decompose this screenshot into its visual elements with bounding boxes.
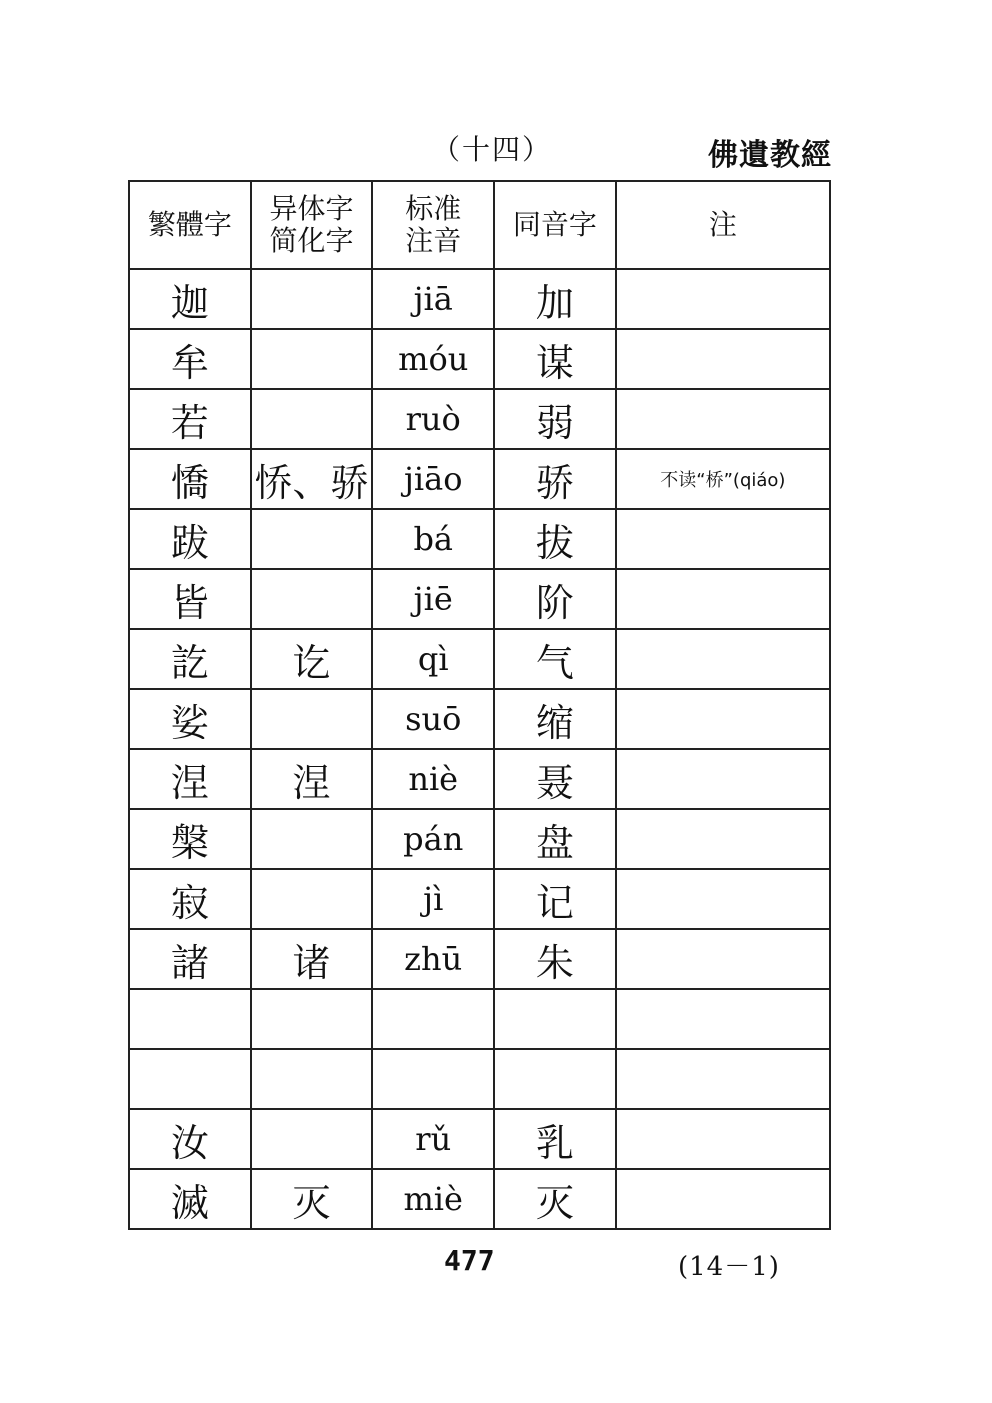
table-row [129, 809, 830, 869]
pinyin-cell: jiē [372, 569, 494, 629]
homophone-cell: 记 [494, 869, 616, 929]
header-homophone: 同音字 [494, 181, 616, 269]
variant-cell [251, 869, 373, 929]
table-row [129, 389, 830, 449]
traditional-cell: 寂 [129, 869, 251, 929]
table-row [129, 989, 830, 1049]
note-cell [616, 809, 830, 869]
variant-cell [251, 1049, 373, 1109]
note-cell [616, 1169, 830, 1229]
pinyin-cell: ruò [372, 389, 494, 449]
table-row [129, 569, 830, 629]
pinyin-cell: jì [372, 869, 494, 929]
homophone-cell: 缩 [494, 689, 616, 749]
pinyin-cell: niè [372, 749, 494, 809]
variant-cell: 诸 [251, 929, 373, 989]
note-cell [616, 329, 830, 389]
note-cell [616, 1109, 830, 1169]
homophone-cell: 拔 [494, 509, 616, 569]
traditional-cell: 牟 [129, 329, 251, 389]
homophone-cell: 气 [494, 629, 616, 689]
homophone-cell [494, 1049, 616, 1109]
header-note: 注 [616, 181, 830, 269]
pinyin-cell: qì [372, 629, 494, 689]
table-row [129, 689, 830, 749]
glossary-table [128, 180, 831, 1230]
header-variant-line2: 简化字 [269, 224, 354, 257]
table-body [129, 269, 830, 1229]
traditional-cell: 槃 [129, 809, 251, 869]
homophone-cell: 弱 [494, 389, 616, 449]
homophone-cell: 灭 [494, 1169, 616, 1229]
note-cell: 不读“桥”(qiáo) [616, 449, 830, 509]
note-cell [616, 689, 830, 749]
page-ref: (14－1) [678, 1252, 780, 1282]
traditional-cell: 跋 [129, 509, 251, 569]
variant-cell [251, 389, 373, 449]
table-row [129, 269, 830, 329]
traditional-cell [129, 989, 251, 1049]
traditional-cell: 滅 [129, 1169, 251, 1229]
homophone-cell: 阶 [494, 569, 616, 629]
header-pinyin-line1: 标准 [405, 192, 462, 225]
table-row [129, 929, 830, 989]
pinyin-cell: jiā [372, 269, 494, 329]
table-row [129, 869, 830, 929]
book-title: 佛遺教經 [708, 138, 832, 173]
note-cell [616, 509, 830, 569]
variant-cell [251, 329, 373, 389]
traditional-cell: 娑 [129, 689, 251, 749]
note-cell [616, 989, 830, 1049]
header-traditional: 繁體字 [129, 181, 251, 269]
pinyin-cell: pán [372, 809, 494, 869]
note-cell [616, 749, 830, 809]
header-pinyin [372, 181, 494, 269]
pinyin-cell: suō [372, 689, 494, 749]
traditional-cell: 訖 [129, 629, 251, 689]
header-pinyin-line2: 注音 [405, 224, 462, 257]
variant-cell: 讫 [251, 629, 373, 689]
homophone-cell: 聂 [494, 749, 616, 809]
homophone-cell: 乳 [494, 1109, 616, 1169]
traditional-cell [129, 1049, 251, 1109]
variant-cell [251, 1109, 373, 1169]
traditional-cell: 迦 [129, 269, 251, 329]
note-cell [616, 869, 830, 929]
variant-cell [251, 509, 373, 569]
variant-cell [251, 689, 373, 749]
table-row [129, 749, 830, 809]
note-cell [616, 629, 830, 689]
variant-cell [251, 809, 373, 869]
section-label: （十四） [432, 133, 553, 166]
variant-cell [251, 989, 373, 1049]
pinyin-cell: rǔ [372, 1109, 494, 1169]
note-cell [616, 569, 830, 629]
note-cell [616, 1049, 830, 1109]
traditional-cell: 皆 [129, 569, 251, 629]
traditional-cell: 憍 [129, 449, 251, 509]
homophone-cell: 加 [494, 269, 616, 329]
table-row [129, 1169, 830, 1229]
pinyin-cell: jiāo [372, 449, 494, 509]
homophone-cell [494, 989, 616, 1049]
variant-cell [251, 269, 373, 329]
pinyin-cell [372, 1049, 494, 1109]
variant-cell [251, 569, 373, 629]
traditional-cell: 若 [129, 389, 251, 449]
traditional-cell: 涅 [129, 749, 251, 809]
pinyin-cell: zhū [372, 929, 494, 989]
variant-cell: 灭 [251, 1169, 373, 1229]
table-row [129, 629, 830, 689]
table-row [129, 1109, 830, 1169]
header-variant-line1: 异体字 [269, 192, 354, 225]
pinyin-cell: miè [372, 1169, 494, 1229]
pinyin-cell: móu [372, 329, 494, 389]
variant-cell: 涅 [251, 749, 373, 809]
page-number: 477 [444, 1244, 495, 1277]
note-cell [616, 389, 830, 449]
pinyin-cell [372, 989, 494, 1049]
homophone-cell: 骄 [494, 449, 616, 509]
note-cell [616, 929, 830, 989]
homophone-cell: 朱 [494, 929, 616, 989]
table-row [129, 449, 830, 509]
header-variant [251, 181, 373, 269]
note-cell [616, 269, 830, 329]
homophone-cell: 谋 [494, 329, 616, 389]
pinyin-cell: bá [372, 509, 494, 569]
variant-cell: 㤭、骄 [251, 449, 373, 509]
table-row [129, 329, 830, 389]
table-row [129, 1049, 830, 1109]
traditional-cell: 諸 [129, 929, 251, 989]
header-row [129, 181, 830, 269]
table-row [129, 509, 830, 569]
traditional-cell: 汝 [129, 1109, 251, 1169]
homophone-cell: 盘 [494, 809, 616, 869]
